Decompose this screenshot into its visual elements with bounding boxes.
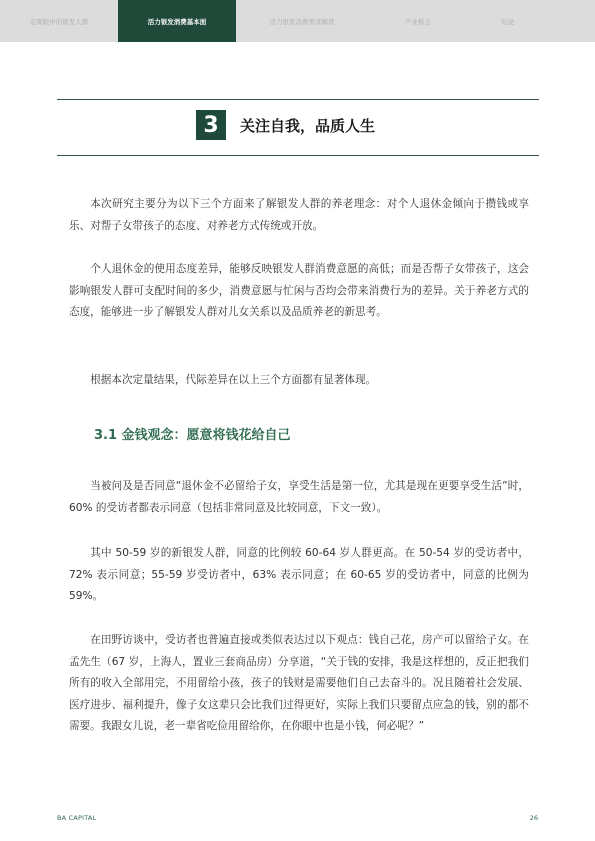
page-number: 26	[529, 814, 538, 822]
footer-brand: BA CAPITAL	[57, 814, 97, 822]
intro-paragraph-3: 根据本次定量结果，代际差异在以上三个方面都有显著体现。	[90, 374, 377, 386]
section-number-badge: 3	[196, 110, 226, 140]
heading-bottom-rule	[57, 155, 539, 156]
heading-top-rule	[57, 99, 539, 100]
subsection-title: 3.1 金钱观念：愿意将钱花给自己	[94, 428, 291, 443]
tab-demand-analysis[interactable]: 活力银发消费需求解读	[269, 17, 335, 26]
section-title: 关注自我，品质人生	[240, 117, 376, 135]
intro-paragraph-2: 个人退休金的使用态度差异，能够反映银发人群消费意愿的高低；而是否帮子女带孩子，这会影响银发人群可支配时间的多少，消费意愿与忙闲与否均会带来消费行为的差异。关于养老方式的态度，能够进一步了解银发人群对儿女关系以及品质养老的新思考。	[69, 263, 529, 318]
top-nav-tabs	[0, 0, 595, 42]
intro-paragraph-1: 本次研究主要分为以下三个方面来了解银发人群的养老理念：对个人退休金倾向于攒钱或享乐、对帮子女带孩子的态度、对养老方式传统或开放。	[69, 198, 529, 232]
tab-macro-view[interactable]: 宏观眼中的银发人群	[29, 17, 89, 26]
tab-conclusion[interactable]: 结论	[501, 17, 515, 26]
body-paragraph-2: 其中 50-59 岁的新银发人群，同意的比例较 60-64 岁人群更高。在 50-54 岁的受访者中，72% 表示同意；55-59 岁受访者中，63% 表示同意；在 60-65 岁的受访者中，同意的比例为 59%。	[69, 547, 529, 602]
body-paragraph-1: 当被问及是否同意“退休金不必留给子女，享受生活是第一位，尤其是现在更要享受生活”时，60% 的受访者都表示同意（包括非常同意及比较同意，下文一致）。	[69, 480, 529, 514]
tab-industry-opportunity[interactable]: 产业机会	[405, 17, 431, 26]
body-paragraph-3: 在田野访谈中，受访者也普遍直接或类似表达过以下观点：钱自己花，房产可以留给子女。在孟先生（67 岁，上海人，置业三套商品房）分享道，“关于钱的安排，我是这样想的，反正把我们所有的收入全部用完，不用留给小孩，孩子的钱财是需要他们自己去奋斗的。况且随着社会发展、医疗进步、福利提升，像子女这辈只会比我们过得更好，实际上我们只要留点应急的钱，别的都不需要。我跟女儿说，老一辈省吃俭用留给你，在你眼中也是小钱，何必呢？”	[69, 634, 529, 732]
tab-consumption-basics[interactable]: 活力银发消费基本面	[118, 0, 236, 42]
